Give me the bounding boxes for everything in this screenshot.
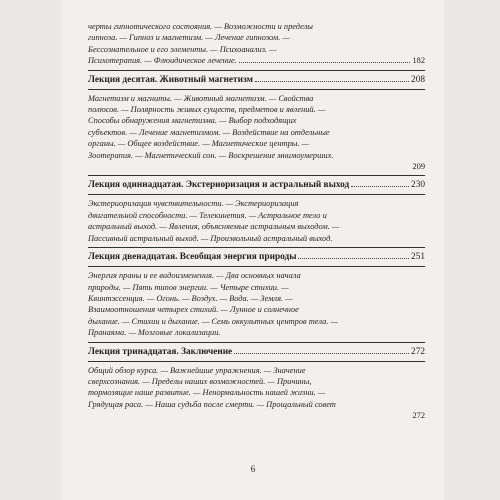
chapter-description [88,90,425,176]
chapter-heading [88,343,425,362]
leader-dots [234,353,409,354]
description-line: Пассивный астральный выход. — Произвольный астральный выход. [88,233,333,243]
description-line: Общий обзор курса. — Важнейшие упражнения. — Значение [88,365,306,375]
description-line: Взаимоотношения четырех стихий. — Лунное и солнечное [88,305,299,315]
description-line: Квинтэссенция. — Огонь. — Воздух. — Вода. — Земля. — [88,293,293,303]
description-text: Психотерапия. — Флюидическое лечение. [88,56,237,66]
book-page [62,0,444,500]
toc-section [88,175,425,247]
page-number: 6 [250,464,256,474]
description-line: гипноза. — Гипноз и магнетизм. — Лечение гипнозом. — [88,33,290,43]
description-line: дыхание. — Стихии и дыхание. — Семь оккультных центров тела. — [88,316,338,326]
toc-section [88,70,425,176]
description-page: 272 [412,411,425,421]
toc-section [88,247,425,341]
chapter-heading [88,176,425,195]
chapter-title: Лекция одиннадцатая. Экстериоризация и астральный выход [88,180,350,191]
chapter-page: 230 [411,180,425,191]
description-line: Грядущая раса. — Наша судьба после смерти. — Прощальный совет [88,399,336,409]
description-line: органы. — Общее воздействие. — Магнетические центры. — [88,139,310,149]
description-line: двигательной способности. — Телекинетия. — Астральное тело и [88,210,327,220]
description-line: Энергия праны и ее видоизменения. — Два основных начала [88,271,301,281]
leader-dots [298,258,409,259]
leader-dots [255,81,409,82]
chapter-title: Лекция двенадцатая. Всеобщая энергия природы [88,252,297,263]
chapter-title: Лекция десятая. Животный магнетизм [88,74,253,85]
description-line: Способы обнаружения магнетизма. — Выбор подходящих [88,116,297,126]
description-line: субъектов. — Лечение магнетизмом. — Воздействие на отдельные [88,127,330,137]
description-line: черты гипнотического состояния. — Возможности и пределы [88,22,313,31]
description-line: астральный выход. — Явления, объясняемые астральным выходом. — [88,222,340,232]
description-page: 209 [412,162,425,172]
description-line: тормозящие наше развитие. — Ненормальность нашей жизни. — [88,388,326,398]
description-line: Пранаяма. — Мозговые локализации. [88,328,221,338]
toc-section [88,342,425,425]
chapter-description [88,195,425,247]
chapter-description [88,362,425,425]
description-line: сверхсознания. — Пределы наших возможностей. — Причины, [88,376,312,386]
description-line: Бессознательное и его элементы. — Психоанализ. — [88,44,277,54]
chapter-page: 272 [411,346,425,357]
chapter-heading [88,71,425,90]
description-line: полюсов. — Полярность живых существ, предметов и явлений. — [88,105,326,115]
toc-section [88,18,425,70]
description-line: Зоотерапия. — Магнетический сон. — Воскрешение мнимоумерших. [88,150,334,160]
chapter-description [88,18,425,70]
description-line [88,55,425,66]
leader-dots [351,186,409,187]
table-of-contents [88,18,425,425]
chapter-page: 208 [411,74,425,85]
description-line: Экстериоризация чувствительности. — Экстериоризация [88,199,299,209]
description-line: природы. — Пять типов энергии. — Четыре стихии. — [88,282,289,292]
description-page: 182 [412,56,425,66]
leader-dots [239,62,411,63]
chapter-title: Лекция тринадцатая. Заключение [88,346,233,357]
chapter-page: 251 [411,252,425,263]
chapter-heading [88,248,425,267]
chapter-description [88,267,425,341]
description-line: Магнетизм и магниты. — Животный магнетизм. — Свойства [88,93,314,103]
